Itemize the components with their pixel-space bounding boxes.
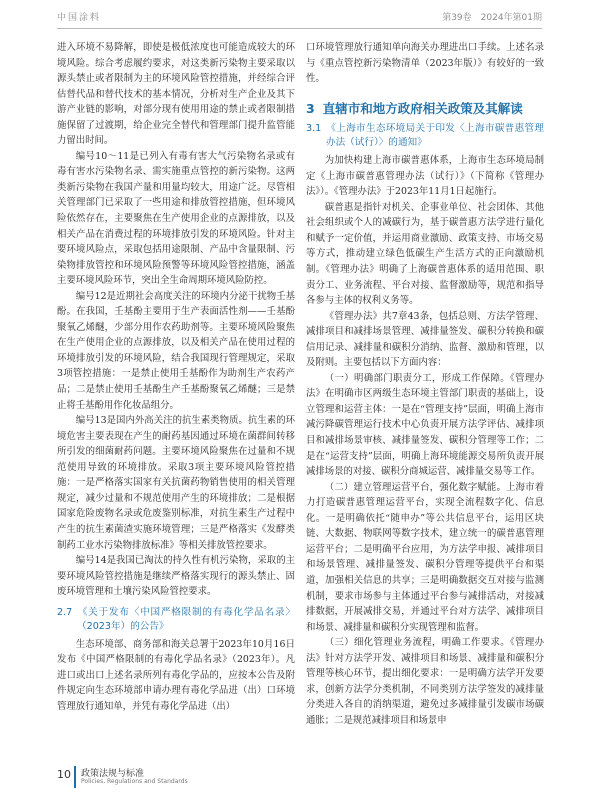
column-name-english: Policies, Regulations and Standards <box>81 778 188 785</box>
subsection-number: 3.1 <box>306 123 322 135</box>
subsection-title: 《上海市生态环境局关于印发〈上海市碳普惠管理办法（试行）〉的通知》 <box>326 123 544 149</box>
section-heading-3 <box>306 101 544 117</box>
issue-info: 第39卷 2024年第01期 <box>442 13 542 23</box>
subsection-heading-2-7 <box>57 606 295 634</box>
left-column <box>57 40 295 714</box>
paragraph: 《管理办法》共7章43条，包括总则、方法学管理、减排项目和减排场景管理、减排量签发、碳积分转换和碳信用记录、减排量和碳积分消纳、监督、激励和管理，以及附则。主要包括以下方面内容： <box>306 310 544 369</box>
page-header <box>0 0 600 28</box>
subsection-heading-3-1 <box>306 122 544 150</box>
paragraph: 为加快构建上海市碳普惠体系，上海市生态环境局制定《上海市碳普惠管理办法（试行）》（下简称《管理办法》）。《管理办法》于2023年11月1日起施行。 <box>306 155 544 198</box>
header-rule <box>57 28 542 29</box>
paragraph: 口环境管理放行通知单向海关办理进出口手续。上述名录与《重点管控新污染物清单（2023年版）》有较好的一致性。 <box>306 42 544 85</box>
paragraph: （二）建立管理运营平台，强化数字赋能。上海市着力打造碳普惠管理运营平台，实现全流程数字化、信息化。一是明确依托“随申办”等公共信息平台，运用区块链、大数据、物联网等数字技术，建立统一的碳普惠管理运营平台；二是明确平台应用，为方法学申报、减排项目和场景管理、减排量签发、碳积分管理等提供平台和渠道，加强相关信息的共享；三是明确数据交互对接与监测机制，要求市场参与主体通过平台参与减排活动，对接减排数据，开展减排交易，并通过平台对方法学、减排项目和场景、减排量和碳积分实现管理和监督。 <box>306 481 544 633</box>
paragraph: （三）细化管理业务流程，明确工作要求。《管理办法》针对方法学开发、减排项目和场景、减排量和碳积分管理等核心环节，提出细化要求：一是明确方法学开发要求，创新方法学分类机制，不同类别方法学签发的减排量分类进入各自的消纳渠道，避免过多减排量引发碳市场碳通胀；二是规范减排项目和场景申 <box>306 637 544 726</box>
paragraph: （一）明确部门职责分工，形成工作保障。《管理办法》在明确市区两级生态环境主管部门职责的基础上，设立管理和运营主体：一是在“管理支持”层面，明确上海市减污降碳管理运行技术中心负责开展方法学评估、减排项目和减排场景审核、减排量签发、碳积分管理等工作；二是在“运营支持”层面，明确上海环境能源交易所负责开展减排场景的对接、碳积分商城运营、减排量交易等工作。 <box>306 372 544 478</box>
section-title: 直辖市和地方政府相关政策及其解读 <box>322 100 523 116</box>
journal-name: 中国涂料 <box>57 13 102 23</box>
paragraph: 编号14是我国已淘汰的持久性有机污染物，采取的主要环境风险管控措施是继续严格落实现行的源头禁止、固废环境管理和土壤污染风险管控要求。 <box>57 555 295 598</box>
subsection-title: 《关于发布〈中国严格限制的有毒化学品名录〉（2023年）的公告》 <box>77 606 295 632</box>
page-number: 10 <box>57 768 71 781</box>
paragraph: 编号13是国内外高关注的抗生素类物质。抗生素的环境危害主要表现在产生的耐药基因通过环境在菌群间转移所引发的细菌耐药问题。主要环境风险聚焦在过量和不规范使用导致的环境排放。采取3项主要环境风险管控措施：一是严格落实国家有关抗菌药物销售使用的相关管理规定，减少过量和不规范使用产生的环境排放；二是根据国家危险废物名录或危废鉴别标准，对抗生素生产过程中产生的抗生素菌渣实施环境管理；三是严格落实《发酵类制药工业水污染物排放标准》等相关排放管控要求。 <box>57 415 295 551</box>
paragraph: 编号12是近期社会高度关注的环境内分泌干扰物壬基酚。在我国，壬基酚主要用于生产表面活性剂——壬基酚聚氧乙烯醚，少部分用作农药助剂等。主要环境风险聚焦在生产使用企业的点源排放，以及相关产品在使用过程的环境排放引发的环境风险，结合我国现行管理规定，采取3项管控措施：一是禁止使用壬基酚作为助剂生产农药产品；二是禁止使用壬基酚生产壬基酚聚氧乙烯醚；三是禁止将壬基酚用作化妆品组分。 <box>57 290 295 411</box>
footer-accent-bar <box>74 766 76 788</box>
column-name: 政策法规与标准 <box>81 769 145 779</box>
paragraph: 碳普惠是指针对机关、企事业单位、社会团体、其他社会组织或个人的减碳行为，基于碳普惠方法学进行量化和赋予一定价值，并运用商业激励、政策支持、市场交易等方式，推动建立绿色低碳生产生活方式的正向激励机制。《管理办法》明确了上海碳普惠体系的适用范围、职责分工、业务流程、平台对接、监督激励等，规范和指导各参与主体的权利义务等。 <box>306 201 544 307</box>
section-number: 3 <box>306 100 315 116</box>
right-column <box>306 40 544 728</box>
subsection-number: 2.7 <box>57 606 73 618</box>
paragraph: 编号10～11是已列入有毒有害大气污染物名录或有毒有害水污染物名录、需实施重点管控的新污染物。这两类新污染物在我国产量和用量均较大，用途广泛。尽管相关管理部门已采取了一些用途和排放管控措施，但环境风险依然存在，主要聚焦在生产使用企业的点源排放，以及相关产品在消费过程的环境排放引发的环境风险。针对主要环境风险点，采取包括用途限制、产品中含量限制、污染物排放管控和环境风险预警等环境风险管控措施，涵盖主要环境风险环节，突出全生命周期环境风险防控。 <box>57 150 295 287</box>
paragraph: 生态环境部、商务部和海关总署于2023年10月16日发布《中国严格限制的有毒化学品名录》（2023年）。凡进口或出口上述名录所列有毒化学品的，应按本公告及附件规定向生态环境部申请办理有毒化学品进（出）口环境管理放行通知单，并凭有毒化学品进（出） <box>57 638 295 712</box>
paragraph: 进入环境不易降解，即使是极低浓度也可能造成较大的环境风险。综合考虑履约要求，对这类新污染物主要采取以源头禁止或者限制为主的环境风险管控措施，并经综合评估替代品和替代技术的基本情况，分析对生产企业及其下游产业链的影响，对部分现有使用用途的禁止或者限制措施保留了过渡期，给企业完全替代和管理部门提升监管能力留出时间。 <box>57 42 295 147</box>
